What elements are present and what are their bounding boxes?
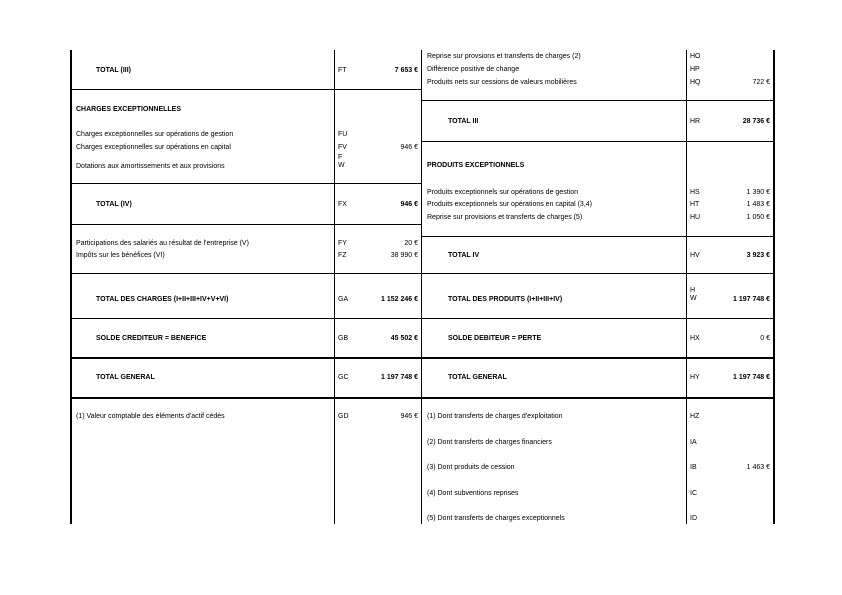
left-exc-row-label: Dotations aux amortissements et aux provisions [76,163,225,170]
right-sep-6 [421,357,774,359]
left-exc-row-label: Charges exceptionnelles sur opérations de gestion [76,131,234,138]
left-note-code: GD [338,413,349,420]
left-note-label: (1) Valeur comptable des éléments d'actif cédés [76,413,225,420]
left-sep-6 [70,357,422,359]
left-part-row-label: Participations des salariés au résultat de l'entreprise (V) [76,240,249,247]
right-note-label: (4) Dont subventions reprises [427,490,519,497]
left-solde-code: GB [338,335,349,342]
right-top-row-label: Produits nets sur cessions de valeurs mobilières [427,79,577,86]
right-sep-1 [421,100,774,101]
right-border [773,50,775,524]
left-exc-title: CHARGES EXCEPTIONNELLES [76,106,182,113]
left-total-charges-label: TOTAL DES CHARGES (I+II+III+IV+V+VI) [96,296,229,303]
right-exc-row-label: Produits exceptionnels sur opérations en capital (3,4) [427,201,592,208]
left-note-value: 946 € [400,413,418,420]
left-part-row-code: FZ [338,252,347,259]
right-exc-row-code: HU [690,214,701,221]
left-exc-row-code: FU [338,131,348,138]
left-exc-row-code: FV [338,144,347,151]
right-exc-row-value: 1 390 € [746,189,770,196]
left-total4-label: TOTAL (IV) [96,201,132,208]
right-note-code: HZ [690,413,700,420]
right-total-produits-label: TOTAL DES PRODUITS (I+II+III+IV) [448,296,563,303]
left-solde-label: SOLDE CREDITEUR = BENEFICE [96,335,207,342]
left-total3-label: TOTAL (III) [96,67,131,74]
left-part-row-label: Impôts sur les bénéfices (VI) [76,252,165,259]
left-total4-value: 946 € [400,201,418,208]
right-top-row-code: HQ [690,79,701,86]
right-sep-2 [421,141,774,142]
right-total3-value: 28 736 € [742,118,770,125]
left-sep-1 [70,89,422,90]
left-total-charges-value: 1 152 246 € [381,296,418,303]
right-total-produits-value: 1 197 748 € [733,296,770,303]
right-sep-3 [421,236,774,237]
right-solde-code: HX [690,335,700,342]
left-sep-4 [70,273,422,274]
left-general-label: TOTAL GENERAL [96,374,155,381]
right-total-produits-code: H W [690,287,697,302]
left-solde-value: 45 502 € [390,335,418,342]
left-general-value: 1 197 748 € [381,374,418,381]
right-sep-5 [421,318,774,319]
right-exc-row-label: Produits exceptionnels sur opérations de gestion [427,189,578,196]
right-total3-label: TOTAL III [448,118,479,125]
right-note-code: IA [690,439,697,446]
right-general-value: 1 197 748 € [733,374,770,381]
right-total4-value: 3 923 € [746,252,770,259]
left-part-row-code: FY [338,240,347,247]
left-exc-row-code: F W [338,154,345,169]
right-note-code: ID [690,515,697,522]
right-exc-title: PRODUITS EXCEPTIONNELS [427,162,525,169]
left-sep-2 [70,183,422,184]
left-total4-code: FX [338,201,347,208]
right-top-row-label: Reprise sur provsions et transferts de charges (2) [427,53,581,60]
right-note-value: 1 463 € [746,464,770,471]
right-exc-row-label: Reprise sur provisions et transferts de charges (5) [427,214,583,221]
left-total3-code: FT [338,67,347,74]
left-total-charges-code: GA [338,296,349,303]
left-sep-3 [70,224,422,225]
right-solde-label: SOLDE DEBITEUR = PERTE [448,335,542,342]
right-sep-4 [421,273,774,274]
right-sep-7 [421,397,774,399]
right-note-label: (2) Dont transferts de charges financiers [427,439,552,446]
right-top-row-code: HO [690,53,701,60]
left-total3-value: 7 653 € [394,67,418,74]
right-top-row-label: Différence positive de change [427,66,520,73]
left-part-row-value: 20 € [404,240,418,247]
right-total4-code: HV [690,252,700,259]
left-general-code: GC [338,374,349,381]
right-top-row-code: HP [690,66,700,73]
left-part-row-value: 38 990 € [390,252,418,259]
right-total4-label: TOTAL IV [448,252,480,259]
left-code-divider [334,50,335,524]
left-sep-5 [70,318,422,319]
right-note-label: (3) Dont produits de cession [427,464,515,471]
right-note-code: IC [690,490,697,497]
right-note-code: IB [690,464,697,471]
left-border [70,50,72,524]
right-note-label: (1) Dont transferts de charges d'exploitation [427,413,563,420]
right-exc-row-code: HS [690,189,700,196]
left-exc-row-value: 946 € [400,144,418,151]
right-exc-row-code: HT [690,201,700,208]
left-sep-7 [70,397,422,399]
right-note-label: (5) Dont transferts de charges exceptionnels [427,515,565,522]
right-exc-row-value: 1 050 € [746,214,770,221]
right-top-row-value: 722 € [752,79,770,86]
right-solde-value: 0 € [760,335,770,342]
right-exc-row-value: 1 483 € [746,201,770,208]
center-divider [421,50,422,524]
left-exc-row-label: Charges exceptionnelles sur opérations en capital [76,144,231,151]
right-total3-code: HR [690,118,701,125]
right-general-label: TOTAL GENERAL [448,374,507,381]
right-code-divider [686,50,687,524]
right-general-code: HY [690,374,700,381]
